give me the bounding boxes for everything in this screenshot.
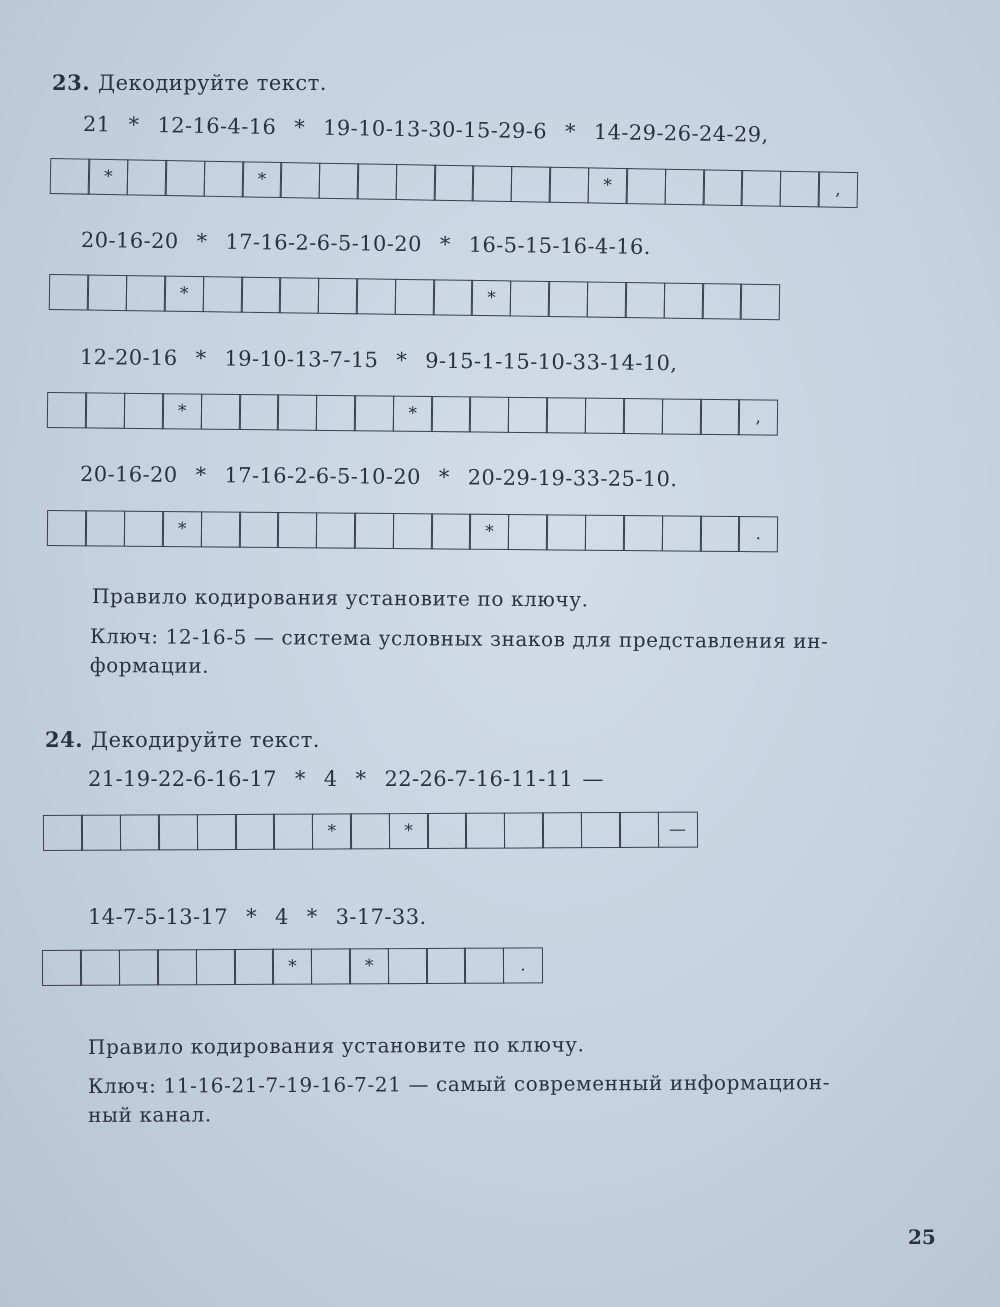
answer-cell[interactable] bbox=[661, 515, 701, 551]
answer-cell[interactable] bbox=[49, 274, 89, 311]
answer-cell[interactable] bbox=[357, 163, 398, 200]
answer-cell[interactable] bbox=[585, 515, 625, 551]
answer-cell-separator: * bbox=[272, 949, 312, 985]
answer-cell[interactable] bbox=[126, 275, 166, 312]
answer-cell[interactable] bbox=[626, 168, 667, 205]
task-24-key-line-2: ный канал. bbox=[88, 1102, 212, 1127]
answer-cell[interactable] bbox=[43, 815, 83, 851]
separator-star: * bbox=[355, 767, 367, 791]
task-24-answer-grid-2 bbox=[42, 947, 543, 986]
answer-cell[interactable] bbox=[47, 510, 87, 546]
answer-cell-separator: * bbox=[471, 280, 511, 317]
answer-cell[interactable] bbox=[47, 392, 87, 428]
answer-cell-separator: * bbox=[587, 167, 628, 204]
code-word: 4 bbox=[274, 905, 289, 929]
answer-cell[interactable] bbox=[434, 165, 475, 202]
answer-cell[interactable] bbox=[395, 164, 436, 201]
answer-cell[interactable] bbox=[50, 158, 91, 195]
task-23-answer-grid-3 bbox=[47, 392, 779, 436]
answer-cell-separator: * bbox=[162, 393, 202, 429]
task-24-rule: Правило кодирования установите по ключу. bbox=[87, 1032, 585, 1059]
code-word: 20-29-19-33-25-10. bbox=[467, 465, 678, 492]
answer-cell[interactable] bbox=[239, 394, 279, 430]
answer-cell[interactable] bbox=[235, 814, 275, 850]
answer-cell[interactable] bbox=[202, 276, 242, 313]
separator-star: * bbox=[564, 119, 577, 144]
separator-star: * bbox=[196, 229, 208, 254]
code-word: 20-16-20 bbox=[80, 228, 179, 254]
answer-cell[interactable] bbox=[239, 512, 279, 548]
answer-cell[interactable] bbox=[126, 159, 167, 196]
answer-cell[interactable] bbox=[510, 280, 550, 317]
answer-cell[interactable] bbox=[196, 949, 236, 985]
answer-cell[interactable] bbox=[316, 395, 356, 431]
answer-cell[interactable] bbox=[664, 169, 705, 206]
answer-cell[interactable] bbox=[234, 949, 274, 985]
task-23-code-line-2 bbox=[81, 228, 651, 259]
answer-cell[interactable] bbox=[241, 277, 281, 314]
answer-cell[interactable] bbox=[277, 512, 317, 548]
separator-star: * bbox=[294, 767, 306, 791]
answer-cell[interactable] bbox=[700, 516, 740, 552]
code-word: 21 bbox=[82, 112, 111, 137]
answer-cell[interactable] bbox=[200, 394, 240, 430]
answer-cell-punctuation: . bbox=[738, 516, 778, 552]
answer-cell[interactable] bbox=[119, 949, 159, 985]
answer-cell-separator: * bbox=[469, 514, 509, 550]
code-word: 9-15-1-15-10-33-14-10, bbox=[425, 348, 678, 376]
answer-cell[interactable] bbox=[472, 165, 513, 202]
answer-cell[interactable] bbox=[431, 396, 471, 432]
answer-cell[interactable] bbox=[510, 166, 551, 203]
code-word: 14-7-5-13-17 bbox=[88, 905, 229, 929]
answer-cell[interactable] bbox=[318, 278, 358, 315]
answer-cell[interactable] bbox=[546, 397, 586, 433]
answer-cell[interactable] bbox=[273, 814, 313, 850]
answer-cell[interactable] bbox=[158, 814, 198, 850]
answer-cell[interactable] bbox=[85, 392, 125, 428]
task-23-key bbox=[90, 622, 829, 685]
separator-star: * bbox=[439, 232, 451, 257]
answer-cell[interactable] bbox=[80, 950, 120, 986]
answer-cell-separator: * bbox=[162, 511, 202, 547]
code-word: 19-10-13-30-15-29-6 bbox=[322, 115, 548, 144]
task-24-code-line-1 bbox=[88, 767, 604, 791]
answer-cell[interactable] bbox=[318, 163, 359, 200]
answer-cell[interactable] bbox=[350, 813, 390, 849]
answer-cell[interactable] bbox=[740, 284, 780, 321]
page-number: 25 bbox=[908, 1225, 936, 1249]
answer-cell[interactable] bbox=[542, 812, 582, 848]
answer-cell[interactable] bbox=[354, 395, 394, 431]
task-24-answer-grid-1 bbox=[43, 812, 698, 851]
answer-cell[interactable] bbox=[427, 813, 467, 849]
answer-cell[interactable] bbox=[623, 515, 663, 551]
answer-cell[interactable] bbox=[124, 511, 164, 547]
code-word: 16-5-15-16-4-16. bbox=[468, 232, 651, 259]
answer-cell-punctuation: — bbox=[657, 812, 697, 848]
answer-cell-separator: * bbox=[389, 813, 429, 849]
task-23-key-line-2: формации. bbox=[89, 652, 210, 678]
separator-star: * bbox=[396, 348, 408, 373]
answer-cell-separator: * bbox=[88, 159, 129, 196]
code-word: 14-29-26-24-29, bbox=[593, 120, 769, 147]
code-word: 22-26-7-16-11-11 — bbox=[384, 767, 604, 791]
task-23-answer-grid-4 bbox=[47, 510, 779, 552]
task-23-rule: Правило кодирования установите по ключу. bbox=[91, 584, 589, 612]
answer-cell[interactable] bbox=[465, 813, 505, 849]
code-word: 17-16-2-6-5-10-20 bbox=[224, 463, 421, 489]
answer-cell[interactable] bbox=[354, 513, 394, 549]
separator-star: * bbox=[306, 905, 318, 929]
answer-cell-separator: * bbox=[392, 396, 432, 432]
answer-cell-punctuation: , bbox=[738, 399, 778, 435]
separator-star: * bbox=[195, 463, 207, 488]
answer-cell[interactable] bbox=[581, 812, 621, 848]
answer-cell[interactable] bbox=[157, 949, 197, 985]
answer-cell[interactable] bbox=[625, 282, 665, 319]
task-23-answer-grid-2 bbox=[49, 274, 781, 320]
answer-cell[interactable] bbox=[280, 162, 321, 199]
answer-cell[interactable] bbox=[120, 814, 160, 850]
answer-cell[interactable] bbox=[81, 815, 121, 851]
answer-cell[interactable] bbox=[508, 514, 548, 550]
answer-cell[interactable] bbox=[277, 394, 317, 430]
answer-cell[interactable] bbox=[584, 398, 624, 434]
answer-cell[interactable] bbox=[549, 167, 590, 204]
answer-cell[interactable] bbox=[87, 275, 127, 312]
task-24-heading bbox=[45, 727, 320, 752]
separator-star: * bbox=[438, 465, 450, 490]
answer-cell[interactable] bbox=[700, 399, 740, 435]
answer-cell-punctuation: . bbox=[503, 947, 543, 983]
code-word: 3-17-33. bbox=[335, 905, 427, 929]
answer-cell[interactable] bbox=[504, 812, 544, 848]
separator-star: * bbox=[246, 905, 257, 929]
answer-cell[interactable] bbox=[200, 511, 240, 547]
task-24-title: Декодируйте текст. bbox=[91, 728, 320, 752]
task-24-number: 24. bbox=[45, 727, 84, 752]
code-word: 12-16-4-16 bbox=[157, 113, 277, 140]
answer-cell[interactable] bbox=[356, 278, 396, 315]
answer-cell[interactable] bbox=[779, 171, 820, 208]
separator-star: * bbox=[128, 112, 140, 137]
answer-cell[interactable] bbox=[702, 169, 743, 206]
answer-cell[interactable] bbox=[619, 812, 659, 848]
answer-cell[interactable] bbox=[279, 277, 319, 314]
separator-star: * bbox=[195, 346, 207, 371]
code-word: 17-16-2-6-5-10-20 bbox=[225, 229, 422, 257]
answer-cell[interactable] bbox=[426, 948, 466, 984]
code-word: 19-10-13-7-15 bbox=[224, 346, 379, 373]
task-24-key bbox=[88, 1068, 830, 1130]
task-23-heading bbox=[52, 70, 327, 95]
code-word: 20-16-20 bbox=[79, 462, 178, 487]
task-24-code-line-2 bbox=[88, 905, 427, 929]
answer-cell[interactable] bbox=[548, 281, 588, 318]
answer-cell-punctuation: , bbox=[818, 171, 859, 208]
answer-cell[interactable] bbox=[203, 161, 244, 198]
answer-cell[interactable] bbox=[741, 170, 782, 207]
task-23-code-line-3 bbox=[80, 345, 678, 375]
answer-cell[interactable] bbox=[165, 160, 206, 197]
answer-cell[interactable] bbox=[469, 396, 509, 432]
task-23-answer-grid-1 bbox=[50, 158, 859, 208]
answer-cell[interactable] bbox=[663, 283, 703, 320]
answer-cell[interactable] bbox=[197, 814, 237, 850]
answer-cell[interactable] bbox=[464, 948, 504, 984]
answer-cell[interactable] bbox=[124, 393, 164, 429]
answer-cell[interactable] bbox=[661, 398, 701, 434]
task-24-key-line-1: Ключ: 11-16-21-7-19-16-7-21 — самый современный информацион- bbox=[87, 1070, 831, 1098]
answer-cell-separator: * bbox=[312, 813, 352, 849]
answer-cell[interactable] bbox=[392, 513, 432, 549]
code-word: 12-20-16 bbox=[79, 345, 178, 371]
answer-cell[interactable] bbox=[388, 948, 428, 984]
answer-cell[interactable] bbox=[433, 279, 473, 316]
code-word: 4 bbox=[323, 767, 338, 791]
answer-cell[interactable] bbox=[431, 513, 471, 549]
task-23-key-line-1: Ключ: 12-16-5 — система условных знаков для представления ин- bbox=[90, 624, 829, 654]
task-23-number: 23. bbox=[52, 70, 91, 95]
answer-cell[interactable] bbox=[586, 282, 626, 319]
code-word: 21-19-22-6-16-17 bbox=[88, 767, 277, 791]
answer-cell[interactable] bbox=[311, 948, 351, 984]
task-23-code-line-4 bbox=[80, 462, 678, 491]
answer-cell-separator: * bbox=[349, 948, 389, 984]
task-23-code-line-1 bbox=[83, 112, 769, 147]
separator-star: * bbox=[294, 115, 306, 140]
answer-cell[interactable] bbox=[546, 514, 586, 550]
answer-cell[interactable] bbox=[42, 950, 82, 986]
task-23-title: Декодируйте текст. bbox=[98, 71, 327, 95]
answer-cell[interactable] bbox=[623, 398, 663, 434]
answer-cell[interactable] bbox=[85, 510, 125, 546]
answer-cell[interactable] bbox=[702, 283, 742, 320]
answer-cell-separator: * bbox=[242, 161, 283, 198]
answer-cell[interactable] bbox=[394, 279, 434, 316]
answer-cell-separator: * bbox=[164, 276, 204, 313]
answer-cell[interactable] bbox=[316, 512, 356, 548]
answer-cell[interactable] bbox=[508, 397, 548, 433]
